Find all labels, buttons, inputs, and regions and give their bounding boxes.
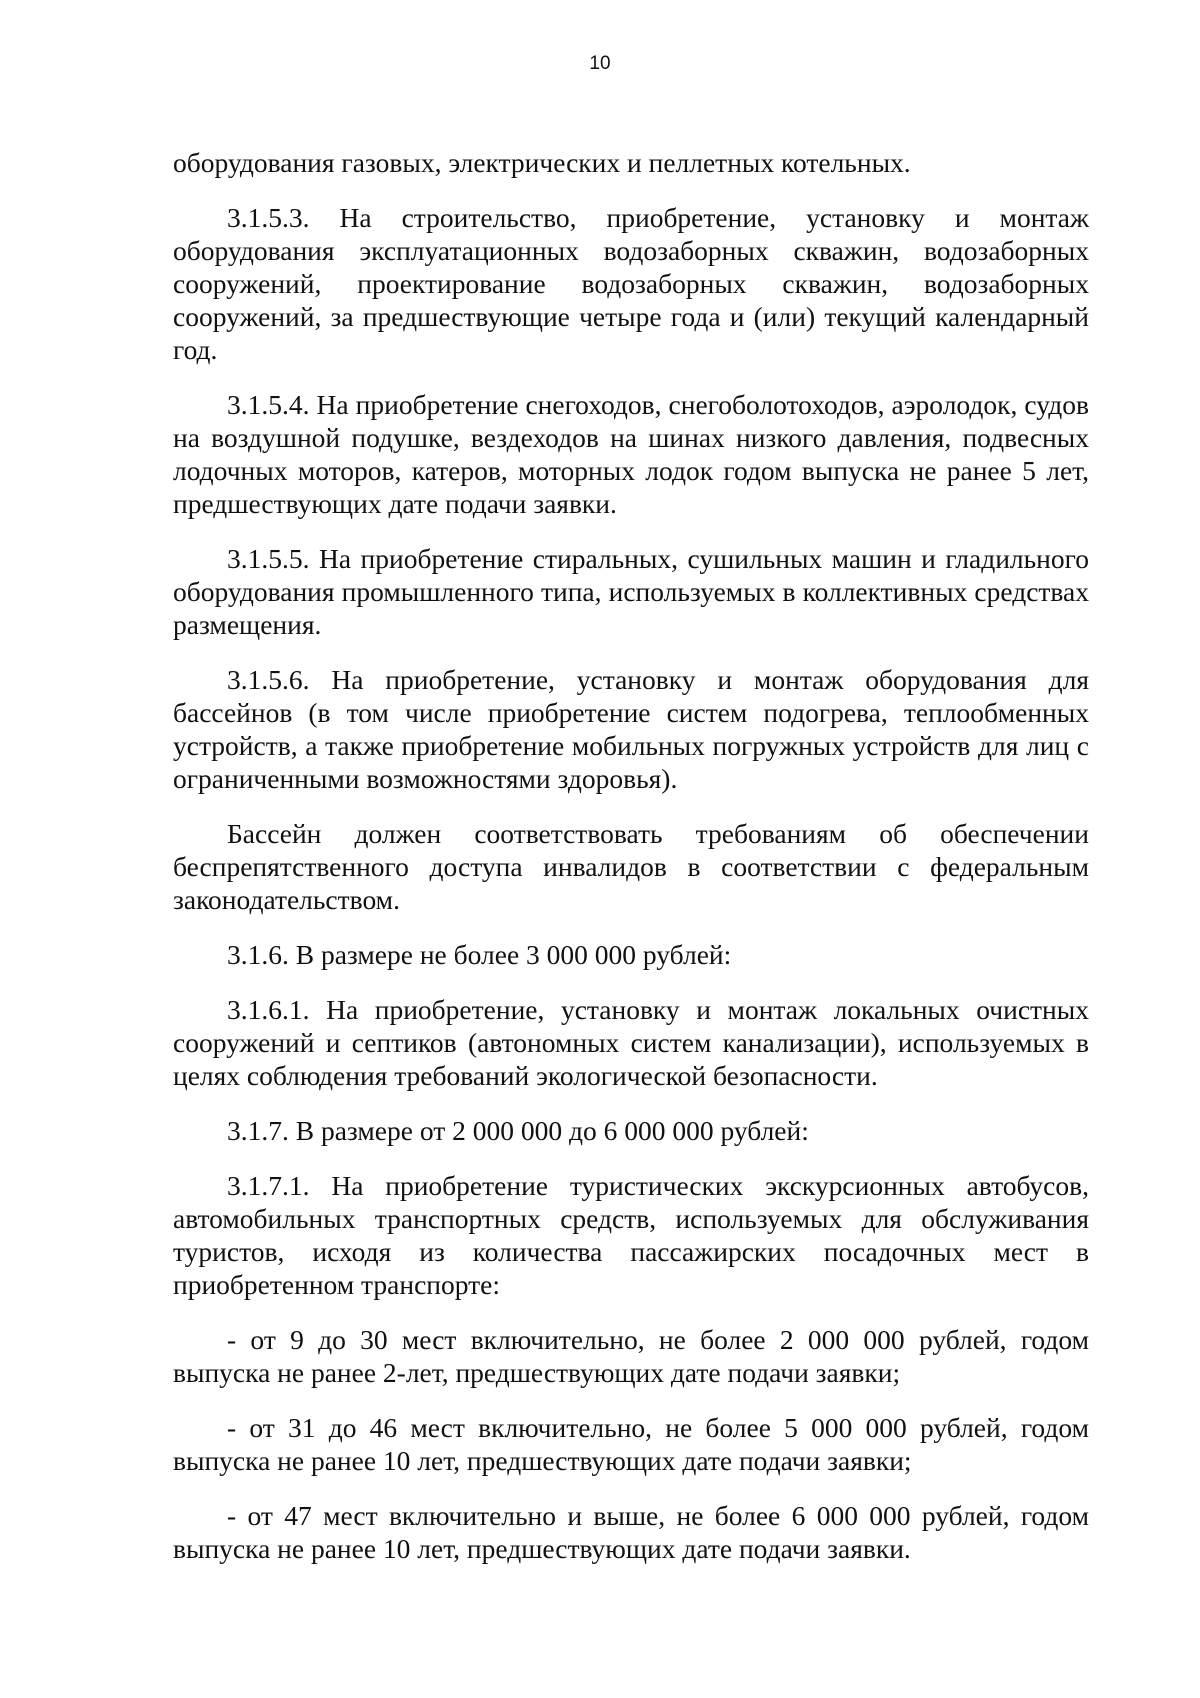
paragraph-3-1-7-1: 3.1.7.1. На приобретение туристических экскурсионных автобусов, автомобильных транспортных средств, используемых для обслуживания туристов, исходя из количества пассажирских посадочных мест в приобретенном транспорте: xyxy=(173,1170,1089,1300)
list-item-31-46-seats: - от 31 до 46 мест включительно, не более 5 000 000 рублей, годом выпуска не ранее 10 лет, предшествующих дате подачи заявки; xyxy=(173,1412,1089,1476)
paragraph-3-1-5-3: 3.1.5.3. На строительство, приобретение, установку и монтаж оборудования эксплуатационных водозаборных скважин, водозаборных сооружений, проектирование водозаборных скважин, водозаборных сооружений, за предшествующие четыре года и (или) текущий календарный год. xyxy=(173,202,1089,365)
paragraph-3-1-6-1: 3.1.6.1. На приобретение, установку и монтаж локальных очистных сооружений и септиков (автономных систем канализации), используемых в целях соблюдения требований экологической безопасности. xyxy=(173,994,1089,1091)
paragraph-pool-requirements: Бассейн должен соответствовать требованиям об обеспечении беспрепятственного доступа инвалидов в соответствии с федеральным законодательством. xyxy=(173,818,1089,915)
paragraph-3-1-6: 3.1.6. В размере не более 3 000 000 рублей: xyxy=(227,939,732,970)
list-item-9-30-seats: - от 9 до 30 мест включительно, не более 2 000 000 рублей, годом выпуска не ранее 2-лет, предшествующих дате подачи заявки; xyxy=(173,1324,1089,1388)
paragraph-3-1-5-5: 3.1.5.5. На приобретение стиральных, сушильных машин и гладильного оборудования промышленного типа, используемых в коллективных средствах размещения. xyxy=(173,543,1089,640)
paragraph-3-1-5-6: 3.1.5.6. На приобретение, установку и монтаж оборудования для бассейнов (в том числе приобретение систем подогрева, теплообменных устройств, а также приобретение мобильных погружных устройств для лиц с ограниченными возможностями здоровья). xyxy=(173,664,1089,794)
paragraph-3-1-7: 3.1.7. В размере от 2 000 000 до 6 000 000 рублей: xyxy=(227,1115,809,1146)
paragraph-3-1-5-4: 3.1.5.4. На приобретение снегоходов, снегоболотоходов, аэролодок, судов на воздушной подушке, вездеходов на шинах низкого давления, подвесных лодочных моторов, катеров, моторных лодок годом выпуска не ранее 5 лет, предшествующих дате подачи заявки. xyxy=(173,389,1089,519)
paragraph-continuation: оборудования газовых, электрических и пеллетных котельных. xyxy=(173,147,911,178)
list-item-47-plus-seats: - от 47 мест включительно и выше, не более 6 000 000 рублей, годом выпуска не ранее 10 лет, предшествующих дате подачи заявки. xyxy=(173,1500,1089,1564)
page-number: 10 xyxy=(589,53,611,74)
document-body xyxy=(173,146,1089,1587)
